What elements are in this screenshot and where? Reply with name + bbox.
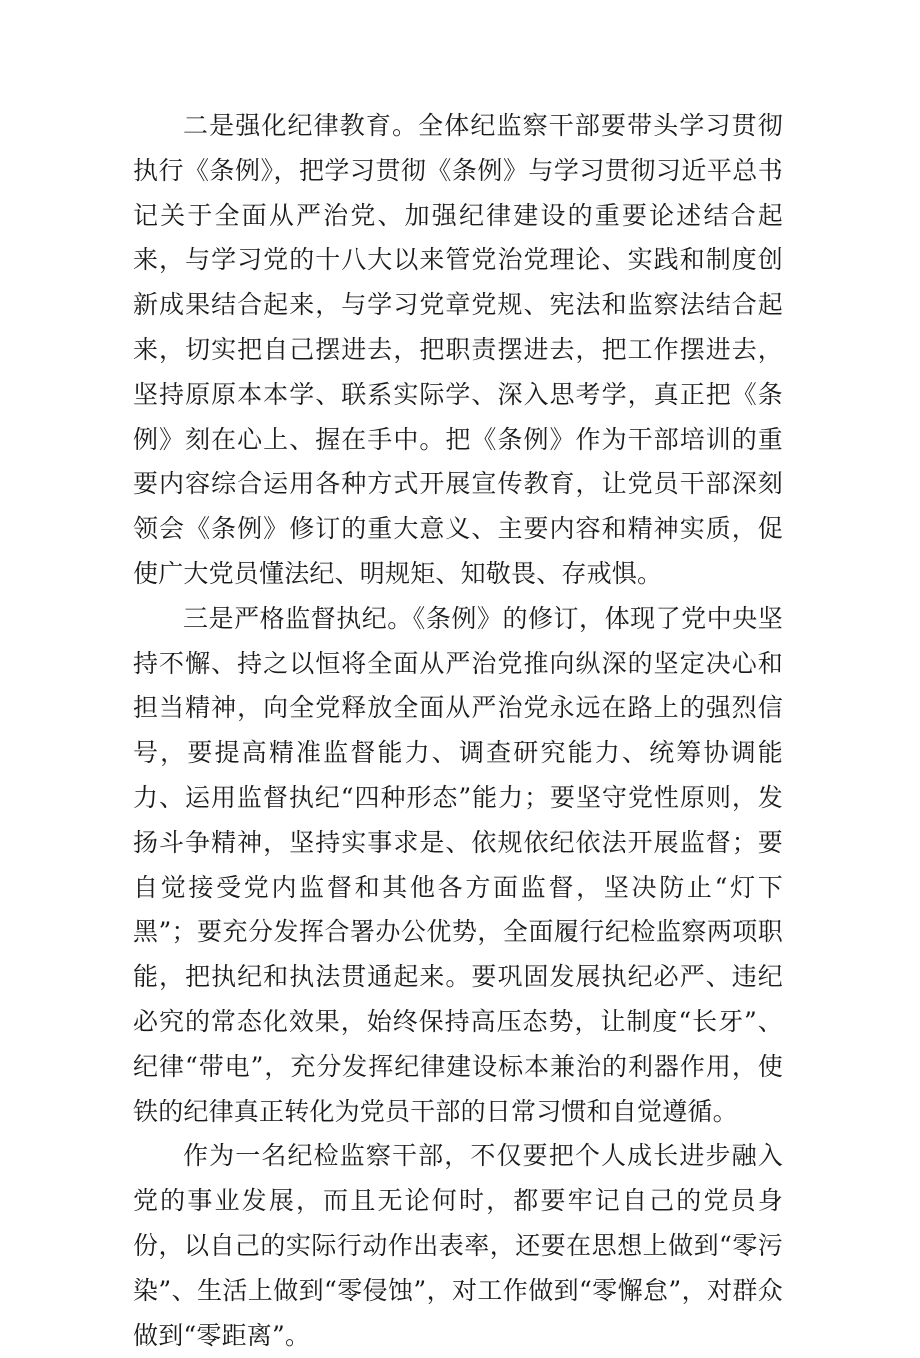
document-body [133,104,783,1358]
paragraph-discipline-education: 二是强化纪律教育。全体纪监察干部要带头学习贯彻执行《条例》，把学习贯彻《条例》与学习贯彻习近平总书记关于全面从严治党、加强纪律建设的重要论述结合起来，与学习党的十八大以来管党治党理论、实践和制度创新成果结合起来，与学习党章党规、宪法和监察法结合起来，切实把自己摆进去，把职责摆进去，把工作摆进去，坚持原原本本学、联系实际学、深入思考学，真正把《条例》刻在心上、握在手中。把《条例》作为干部培训的重要内容综合运用各种方式开展宣传教育，让党员干部深刻领会《条例》修订的重大意义、主要内容和精神实质，促使广大党员懂法纪、明规矩、知敬畏、存戒惧。 [133,111,783,588]
paragraph-conclusion: 作为一名纪检监察干部，不仅要把个人成长进步融入党的事业发展，而且无论何时，都要牢记自己的党员身份，以自己的实际行动作出表率，还要在思想上做到“零污染”、生活上做到“零侵蚀”，对工作做到“零懈怠”，对群众做到“零距离”。 [133,1141,783,1350]
paragraph-supervision-enforcement: 三是严格监督执纪。《条例》的修订，体现了党中央坚持不懈、持之以恒将全面从严治党推向纵深的坚定决心和担当精神，向全党释放全面从严治党永远在路上的强烈信号，要提高精准监督能力、调查研究能力、统筹协调能力、运用监督执纪“四种形态”能力；要坚守党性原则，发扬斗争精神，坚持实事求是、依规依纪依法开展监督；要自觉接受党内监督和其他各方面监督，坚决防止“灯下黑”；要充分发挥合署办公优势，全面履行纪检监察两项职能，把执纪和执法贯通起来。要巩固发展执纪必严、违纪必究的常态化效果，始终保持高压态势，让制度“长牙”、纪律“带电”，充分发挥纪律建设标本兼治的利器作用，使铁的纪律真正转化为党员干部的日常习惯和自觉遵循。 [133,603,783,1126]
